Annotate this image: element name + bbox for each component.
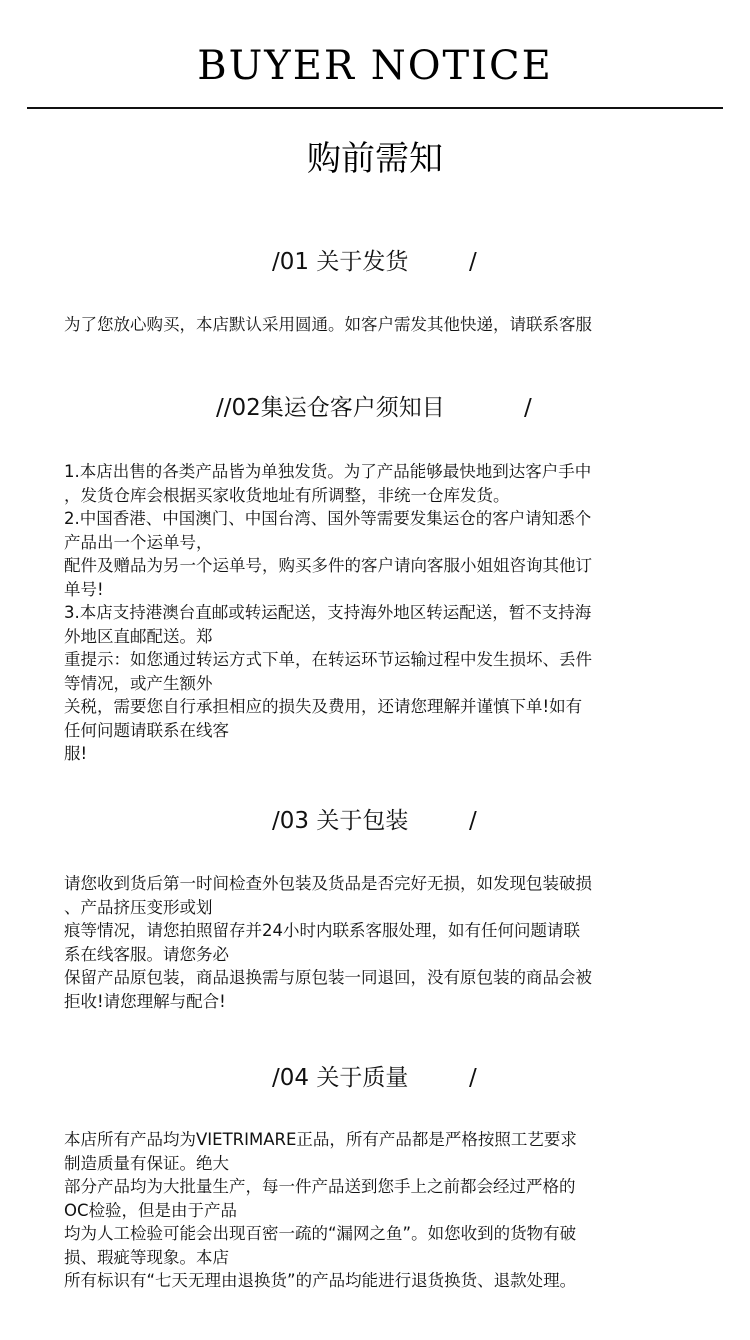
text-line: 均为人工检验可能会出现百密一疏的“漏网之鱼”。如您收到的货物有破 — [64, 1224, 577, 1243]
text-line: 保留产品原包装，商品退换需与原包装一同退回，没有原包装的商品会被 — [64, 968, 592, 987]
text-line: OC检验，但是由于产品 — [64, 1200, 238, 1220]
text-line: 重提示：如您通过转运方式下单，在转运环节运输过程中发生损坏、丢件 — [64, 650, 592, 669]
section-heading-label: //02集运仓客户须知目 — [216, 395, 445, 421]
section-body-quality — [64, 1128, 704, 1293]
text-line: 部分产品均为大批量生产，每一件产品送到您手上之前都会经过严格的 — [64, 1177, 576, 1196]
section-heading-packaging — [0, 804, 750, 838]
text-line: 外地区直邮配送。郑 — [64, 626, 213, 646]
text-line: 关税，需要您自行承担相应的损失及费用，还请您理解并谨慎下单!如有 — [64, 697, 583, 716]
section-body-consolidation — [64, 460, 704, 766]
title-divider — [27, 107, 723, 109]
section-heading-label: /04 关于质量 — [272, 1065, 409, 1091]
text-line: 3.本店支持港澳台直邮或转运配送，支持海外地区转运配送，暂不支持海 — [64, 603, 592, 622]
text-line: 等情况，或产生额外 — [64, 673, 213, 693]
text-line: 本店所有产品均为VIETRIMARE正品，所有产品都是严格按照工艺要求 — [64, 1130, 577, 1149]
section-heading-slash: / — [469, 1065, 477, 1091]
section-heading-quality — [0, 1061, 750, 1095]
text-line: 任何问题请联系在线客 — [64, 720, 229, 740]
text-line: 为了您放心购买，本店默认采用圆通。如客户需发其他快递，请联系客服 — [64, 315, 592, 334]
section-body-shipping — [64, 313, 704, 337]
text-line: 拒收!请您理解与配合! — [64, 991, 226, 1011]
text-line: ，发货仓库会根据买家收货地址有所调整，非统一仓库发货。 — [64, 485, 510, 505]
text-line: 服! — [64, 744, 88, 763]
page-title-cn: 购前需知 — [307, 139, 443, 179]
text-line: 所有标识有“七天无理由退换货”的产品均能进行退货换货、退款处理。 — [64, 1271, 577, 1290]
text-line: 2.中国香港、中国澳门、中国台湾、国外等需要发集运仓的客户请知悉个 — [64, 509, 592, 528]
text-line: 、产品挤压变形或划 — [64, 897, 213, 917]
section-heading-slash: / — [524, 395, 532, 421]
page-title-en: BUYER NOTICE — [197, 43, 553, 89]
section-body-packaging — [64, 872, 704, 1013]
text-line: 系在线客服。请您务必 — [64, 944, 229, 964]
text-line: 制造质量有保证。绝大 — [64, 1153, 229, 1173]
section-heading-consolidation — [0, 391, 750, 425]
text-line: 产品出一个运单号， — [64, 532, 213, 552]
section-heading-shipping — [0, 245, 750, 279]
text-line: 1.本店出售的各类产品皆为单独发货。为了产品能够最快地到达客户手中 — [64, 462, 592, 481]
section-heading-label: /01 关于发货 — [272, 249, 409, 275]
text-line: 请您收到货后第一时间检查外包装及货品是否完好无损，如发现包装破损 — [64, 874, 592, 893]
section-heading-label: /03 关于包装 — [272, 808, 409, 834]
text-line: 配件及赠品为另一个运单号，购买多件的客户请向客服小姐姐咨询其他订 — [64, 556, 592, 575]
text-line: 损、瑕疵等现象。本店 — [64, 1247, 229, 1267]
section-heading-slash: / — [469, 249, 477, 275]
text-line: 单号! — [64, 579, 104, 599]
section-heading-slash: / — [469, 808, 477, 834]
text-line: 痕等情况，请您拍照留存并24小时内联系客服处理，如有任何问题请联 — [64, 921, 580, 940]
